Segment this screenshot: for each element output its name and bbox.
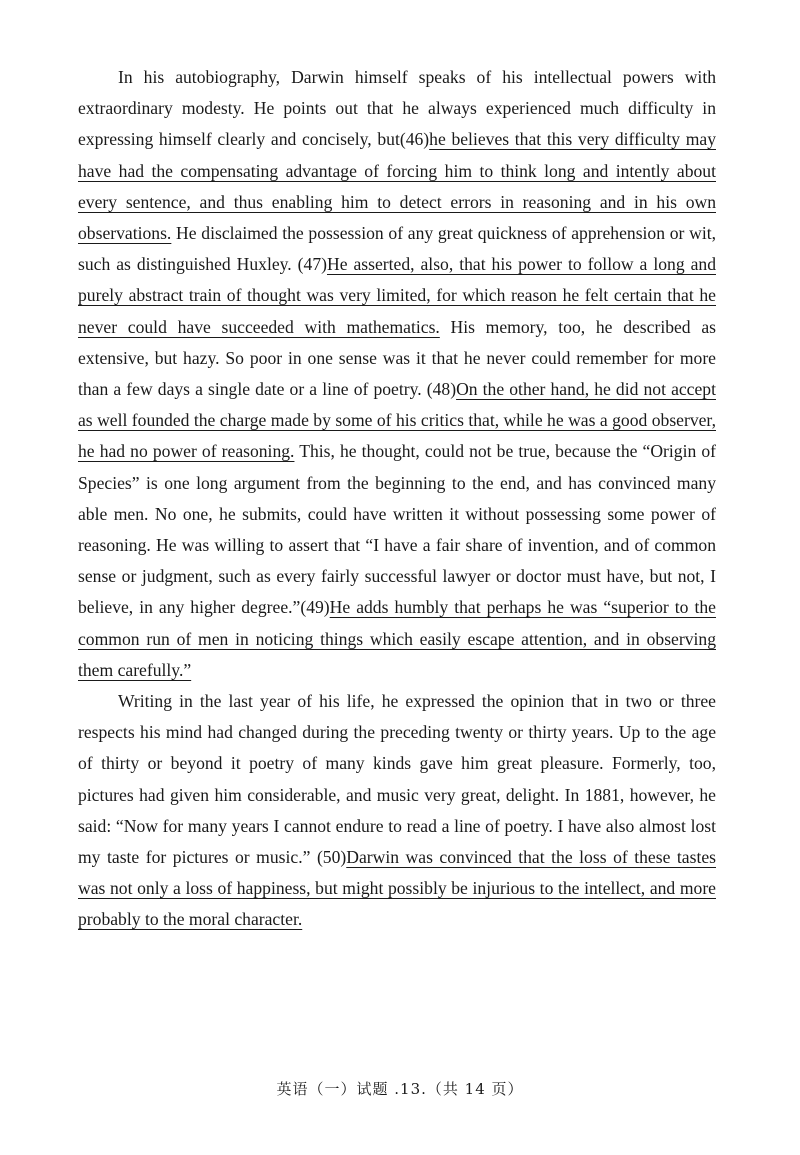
p1-seg-6: This, he thought, could not be true, because the “Origin of Species” is one long argument from the beginning to the end, and has convinced many able men. No one, he submits, could have written it without possessing some power of reasoning. He was willing to assert that “I have a fair share of invention, and of common sense or judgment, such as every fairly successful lawyer or doctor must have, but not, I believe, in any higher degree.”(49) <box>78 441 716 618</box>
p2-seg-0: Writing in the last year of his life, he expressed the opinion that in two or three respects his mind had changed during the preceding twenty or thirty years. Up to the age of thirty or beyond it poetry of many kinds gave him great pleasure. Formerly, too, pictures had given him considerable, and music very great, delight. In 1881, however, he said: “Now for many years I cannot endure to read a line of poetry. I have also almost lost my taste for pictures or music.” (50) <box>78 691 716 868</box>
page-footer: 英语（一）试题 .13.（共 14 页） <box>276 1080 524 1098</box>
p1-seg-2: He disclaimed the possession of any great quickness of apprehension or wit, such as distinguished Huxley. (47) <box>78 223 716 275</box>
underlined-sentence-49: He adds humbly that perhaps he was “superior to the common run of men in noticing things which easily escape attention, and in observing them carefully.” <box>78 597 716 680</box>
p1-seg-4: His memory, too, he described as extensive, but hazy. So poor in one sense was it that he never could remember for more than a few days a single date or a line of poetry. (48) <box>78 316 716 400</box>
underlined-sentence-48: On the other hand, he did not accept as well founded the charge made by some of his critics that, while he was a good observer, he had no power of reasoning. <box>78 379 716 462</box>
underlined-sentence-47: He asserted, also, that his power to follow a long and purely abstract train of thought was very limited, for which reason he felt certain that he never could have succeeded with mathematics. <box>78 254 716 337</box>
paragraph-1 <box>78 62 716 686</box>
paragraph-2 <box>78 686 716 936</box>
underlined-sentence-50: Darwin was convinced that the loss of these tastes was not only a loss of happiness, but might possibly be injurious to the intellect, and more probably to the moral character. <box>78 847 716 930</box>
underlined-sentence-46: he believes that this very difficulty may have had the compensating advantage of forcing him to think long and intently about every sentence, and thus enabling him to detect errors in reasoning and in his own observations. <box>78 129 716 244</box>
p1-seg-0: In his autobiography, Darwin himself speaks of his intellectual powers with extraordinary modesty. He points out that he always experienced much difficulty in expressing himself clearly and concisely, but(46) <box>78 67 716 150</box>
